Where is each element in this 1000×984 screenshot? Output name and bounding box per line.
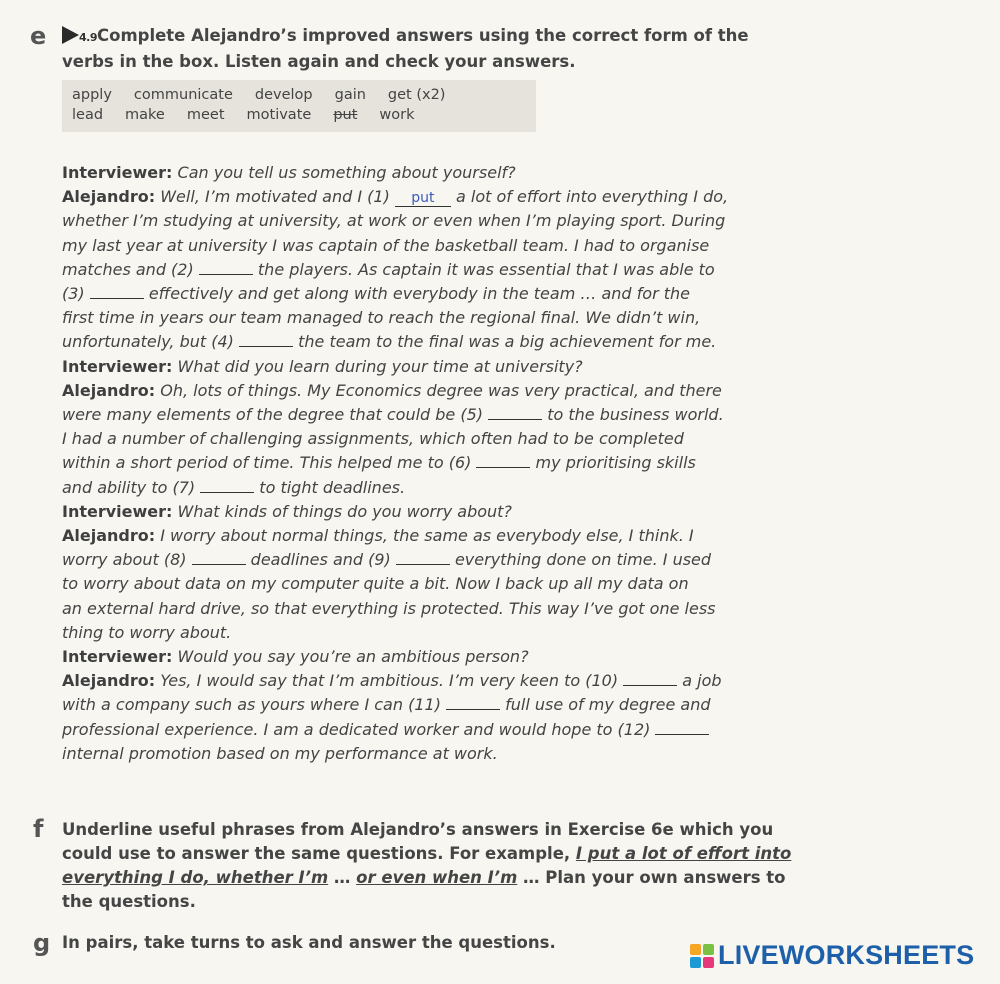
word-item: work: [379, 107, 415, 123]
verb-word-box: [62, 80, 536, 132]
interview-dialog: Interviewer: Can you tell us something about yourself? Alejandro: Well, I’m motivated and I (1) put a lot of effort into everything I do, whether I’m studying at university, at work or even when I’m playing sport. During my last year at university I was captain of the basketball team. I had to organise matches and (2) the players. As captain it was essential that I was able to (3) effectively and get along with everybody in the team … and for the first time in years our team managed to reach the regional final. We didn’t win, unfortunately, but (4) the team to the final was a big achievement for me. Interviewer: What did you learn during your time at university? Alejandro: Oh, lots of things. My Economics degree was very practical, and there were many elements of the degree that could be (5) to the business world. I had a number of challenging assignments, which often had to be completed within a short period of time. This helped me to (6) my prioritising skills and ability to (7) to tight deadlines. Interviewer: What kinds of things do you worry about? Alejandro: I worry about normal things, the same as everybody else, I think. I worry about (8) deadlines and (9) everything done on time. I used to worry about data on my computer quite a bit. Now I back up all my data on an external hard drive, so that everything is protected. This way I’ve got one less thing to worry about. Interviewer: Would you say you’re an ambitious person? Alejandro: Yes, I would say that I’m ambitious. I’m very keen to (10) a job with a company such as yours where I can (11) full use of my degree and professional experience. I am a dedicated worker and would hope to (12) internal promotion based on my performance at work.: [62, 161, 762, 766]
exercise-f-letter: f: [33, 815, 44, 843]
word-item: motivate: [246, 107, 312, 123]
word-item: apply: [72, 87, 112, 103]
word-item: lead: [72, 107, 104, 123]
liveworksheets-logo: [690, 940, 974, 971]
word-item: develop: [254, 87, 313, 103]
answer-gap-5[interactable]: [488, 405, 542, 420]
logo-grid-icon: [690, 944, 714, 968]
answer-gap-1[interactable]: put: [395, 190, 451, 207]
word-item: meet: [186, 107, 225, 123]
answer-gap-2[interactable]: [199, 260, 253, 275]
exercise-e-letter: e: [30, 22, 47, 50]
interviewer-question-4: Interviewer: Would you say you’re an ambitious person?: [62, 647, 529, 667]
word-item: make: [125, 107, 165, 123]
instruction-line-2: verbs in the box. Listen again and check your answers.: [62, 52, 576, 71]
word-item-used: put: [333, 107, 358, 123]
interviewer-question-1: Interviewer: Can you tell us something about yourself?: [62, 163, 516, 182]
answer-gap-7[interactable]: [200, 478, 254, 493]
word-item: gain: [334, 87, 366, 103]
answer-gap-6[interactable]: [476, 453, 530, 468]
logo-text: LIVEWORKSHEETS: [718, 940, 975, 970]
word-item: get (x2): [387, 87, 446, 103]
audio-play-icon[interactable]: [62, 26, 79, 44]
interviewer-question-2: Interviewer: What did you learn during your time at university?: [62, 356, 583, 376]
exercise-e-instruction: 4.9Complete Alejandro’s improved answers using the correct form of the verbs in the box. Listen again and check your answers.: [62, 24, 749, 74]
example-phrase: everything I do, whether I’m: [62, 868, 329, 887]
answer-gap-8[interactable]: [192, 550, 246, 565]
answer-gap-9[interactable]: [396, 550, 450, 565]
answer-gap-3[interactable]: [90, 284, 144, 299]
word-item: communicate: [133, 87, 233, 103]
answer-gap-10[interactable]: [623, 671, 677, 686]
word-row-1: [72, 85, 526, 105]
exercise-f-instruction: Underline useful phrases from Alejandro’s answers in Exercise 6e which you could use to answer the same questions. For example, I put a lot of effort into everything I do, whether I’m … or even when I’m … Plan your own answers to the questions.: [62, 820, 792, 911]
audio-track-number: 4.9: [79, 31, 97, 44]
example-phrase: I put a lot of effort into: [575, 844, 792, 863]
answer-gap-12[interactable]: [655, 720, 709, 735]
exercise-g-instruction: In pairs, take turns to ask and answer the questions.: [62, 933, 556, 952]
exercise-g-letter: g: [33, 929, 51, 957]
word-row-2: [72, 105, 526, 125]
answer-gap-11[interactable]: [446, 695, 500, 710]
answer-gap-4[interactable]: [239, 332, 293, 347]
interviewer-question-3: Interviewer: What kinds of things do you worry about?: [62, 501, 512, 521]
example-phrase: or even when I’m: [356, 868, 518, 887]
